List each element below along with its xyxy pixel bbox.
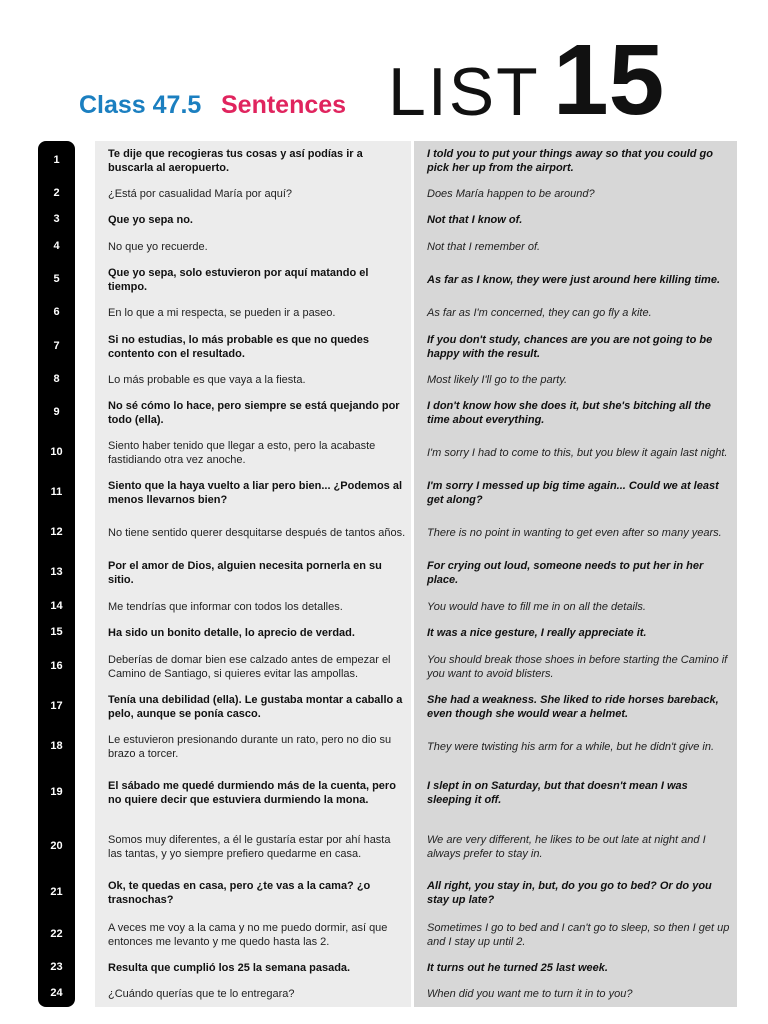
row-number: 18 xyxy=(50,740,63,752)
english-sentence: I'm sorry I had to come to this, but you blew it again last night. xyxy=(427,447,728,459)
english-sentence: Sometimes I go to bed and I can't go to sleep, so then I get up and I stay up until 2. xyxy=(427,922,730,948)
spanish-sentence: Que yo sepa no. xyxy=(108,214,193,226)
class-label: Class 47.5 xyxy=(79,91,202,119)
english-sentence: I'm sorry I messed up big time again... Could we at least get along? xyxy=(427,480,719,506)
english-sentence: I don't know how she does it, but she's bitching all the time about everything. xyxy=(427,400,711,426)
english-sentence: If you don't study, chances are you are not going to be happy with the result. xyxy=(427,334,713,360)
list-title: LIST xyxy=(388,54,540,130)
english-sentence: You would have to fill me in on all the details. xyxy=(427,601,646,613)
english-sentence: Does María happen to be around? xyxy=(427,188,595,200)
english-sentence: It was a nice gesture, I really appreciate it. xyxy=(427,627,647,639)
english-sentence: Not that I remember of. xyxy=(427,241,541,253)
row-number: 5 xyxy=(53,273,60,285)
row-number: 1 xyxy=(53,154,60,166)
english-sentence: It turns out he turned 25 last week. xyxy=(427,962,608,974)
list-number: 15 xyxy=(553,24,665,136)
spanish-sentence: Somos muy diferentes, a él le gustaría estar por ahí hasta las tantas, y yo siempre prefiero quedarme en casa. xyxy=(108,834,391,860)
spanish-sentence: No sé cómo lo hace, pero siempre se está quejando por todo (ella). xyxy=(108,400,400,426)
english-sentence: There is no point in wanting to get even after so many years. xyxy=(427,527,722,539)
spanish-sentence: Que yo sepa, solo estuvieron por aquí matando el tiempo. xyxy=(108,267,369,293)
english-sentence: They were twisting his arm for a while, but he didn't give in. xyxy=(427,741,715,753)
spanish-sentence: Deberías de domar bien ese calzado antes de empezar el Camino de Santiago, si quieres evitar las ampollas. xyxy=(108,654,391,680)
english-sentence: We are very different, he likes to be out late at night and I always prefer to stay in. xyxy=(427,834,706,860)
english-sentence: For crying out loud, someone needs to put her in her place. xyxy=(427,560,704,586)
spanish-sentence: No tiene sentido querer desquitarse después de tantos años. xyxy=(108,527,406,539)
row-number: 19 xyxy=(50,786,63,798)
english-sentence: She had a weakness. She liked to ride horses bareback, even though she would wear a helmet. xyxy=(427,694,719,720)
spanish-sentence: Si no estudias, lo más probable es que no quedes contento con el resultado. xyxy=(108,334,370,360)
spanish-sentence: ¿Cuándo querías que te lo entregara? xyxy=(108,988,295,1000)
english-sentence: Not that I know of. xyxy=(427,214,523,226)
row-number: 12 xyxy=(50,526,63,538)
row-number: 8 xyxy=(53,373,60,385)
spanish-sentence: Resulta que cumplió los 25 la semana pasada. xyxy=(108,962,351,974)
english-sentence: All right, you stay in, but, do you go to bed? Or do you stay up late? xyxy=(427,880,712,906)
row-number: 16 xyxy=(50,660,63,672)
row-number: 15 xyxy=(50,626,63,638)
spanish-sentence: Ok, te quedas en casa, pero ¿te vas a la cama? ¿o trasnochas? xyxy=(108,880,371,906)
row-number: 14 xyxy=(50,600,63,612)
spanish-sentence: Me tendrías que informar con todos los detalles. xyxy=(108,601,343,613)
sentences-label: Sentences xyxy=(221,91,347,119)
spanish-sentence: Le estuvieron presionando durante un rato, pero no dio su brazo a torcer. xyxy=(108,734,392,760)
row-number: 4 xyxy=(53,240,60,252)
row-number: 24 xyxy=(50,987,63,999)
row-number: 22 xyxy=(50,928,63,940)
spanish-sentence: Tenía una debilidad (ella). Le gustaba montar a caballo a pelo, aunque se ponía casco. xyxy=(108,694,403,720)
row-number: 9 xyxy=(53,406,60,418)
row-number: 3 xyxy=(53,213,60,225)
row-number: 20 xyxy=(50,840,63,852)
row-number: 17 xyxy=(50,700,63,712)
english-sentence: When did you want me to turn it in to you? xyxy=(427,988,633,1000)
row-number: 11 xyxy=(50,486,63,498)
row-number: 2 xyxy=(53,187,60,199)
spanish-sentence: ¿Está por casualidad María por aquí? xyxy=(108,188,293,200)
row-number: 13 xyxy=(50,566,63,578)
spanish-sentence: Por el amor de Dios, alguien necesita pornerla en su sitio. xyxy=(108,560,382,586)
spanish-sentence: El sábado me quedé durmiendo más de la cuenta, pero no quiere decir que estuviera durmiendo la mona. xyxy=(108,780,396,806)
spanish-sentence: Ha sido un bonito detalle, lo aprecio de verdad. xyxy=(108,627,355,639)
spanish-sentence: A veces me voy a la cama y no me puedo dormir, así que entonces me levanto y me quedo hasta las 2. xyxy=(108,922,388,948)
row-number: 21 xyxy=(50,886,63,898)
spanish-sentence: En lo que a mi respecta, se pueden ir a paseo. xyxy=(108,307,336,319)
spanish-sentence: Siento que la haya vuelto a liar pero bien... ¿Podemos al menos llevarnos bien? xyxy=(108,480,403,506)
row-number: 23 xyxy=(50,961,63,973)
english-sentence: As far as I know, they were just around here killing time. xyxy=(427,274,721,286)
header xyxy=(0,0,768,140)
spanish-sentence: Siento haber tenido que llegar a esto, pero la acabaste fastidiando otra vez anoche. xyxy=(108,440,376,466)
spanish-sentence: Lo más probable es que vaya a la fiesta. xyxy=(108,374,306,386)
spanish-sentence: No que yo recuerde. xyxy=(108,241,208,253)
english-sentence: As far as I'm concerned, they can go fly a kite. xyxy=(427,307,652,319)
english-sentence: I told you to put your things away so that you could go pick her up from the airport. xyxy=(427,148,713,174)
english-sentence: You should break those shoes in before starting the Camino if you want to avoid blisters. xyxy=(427,654,728,680)
row-number: 7 xyxy=(53,340,60,352)
spanish-sentence: Te dije que recogieras tus cosas y así podías ir a buscarla al aeropuerto. xyxy=(108,148,363,174)
english-sentence: I slept in on Saturday, but that doesn't mean I was sleeping it off. xyxy=(427,780,688,806)
row-number: 6 xyxy=(53,306,60,318)
english-sentence: Most likely I'll go to the party. xyxy=(427,374,568,386)
row-number: 10 xyxy=(50,446,63,458)
